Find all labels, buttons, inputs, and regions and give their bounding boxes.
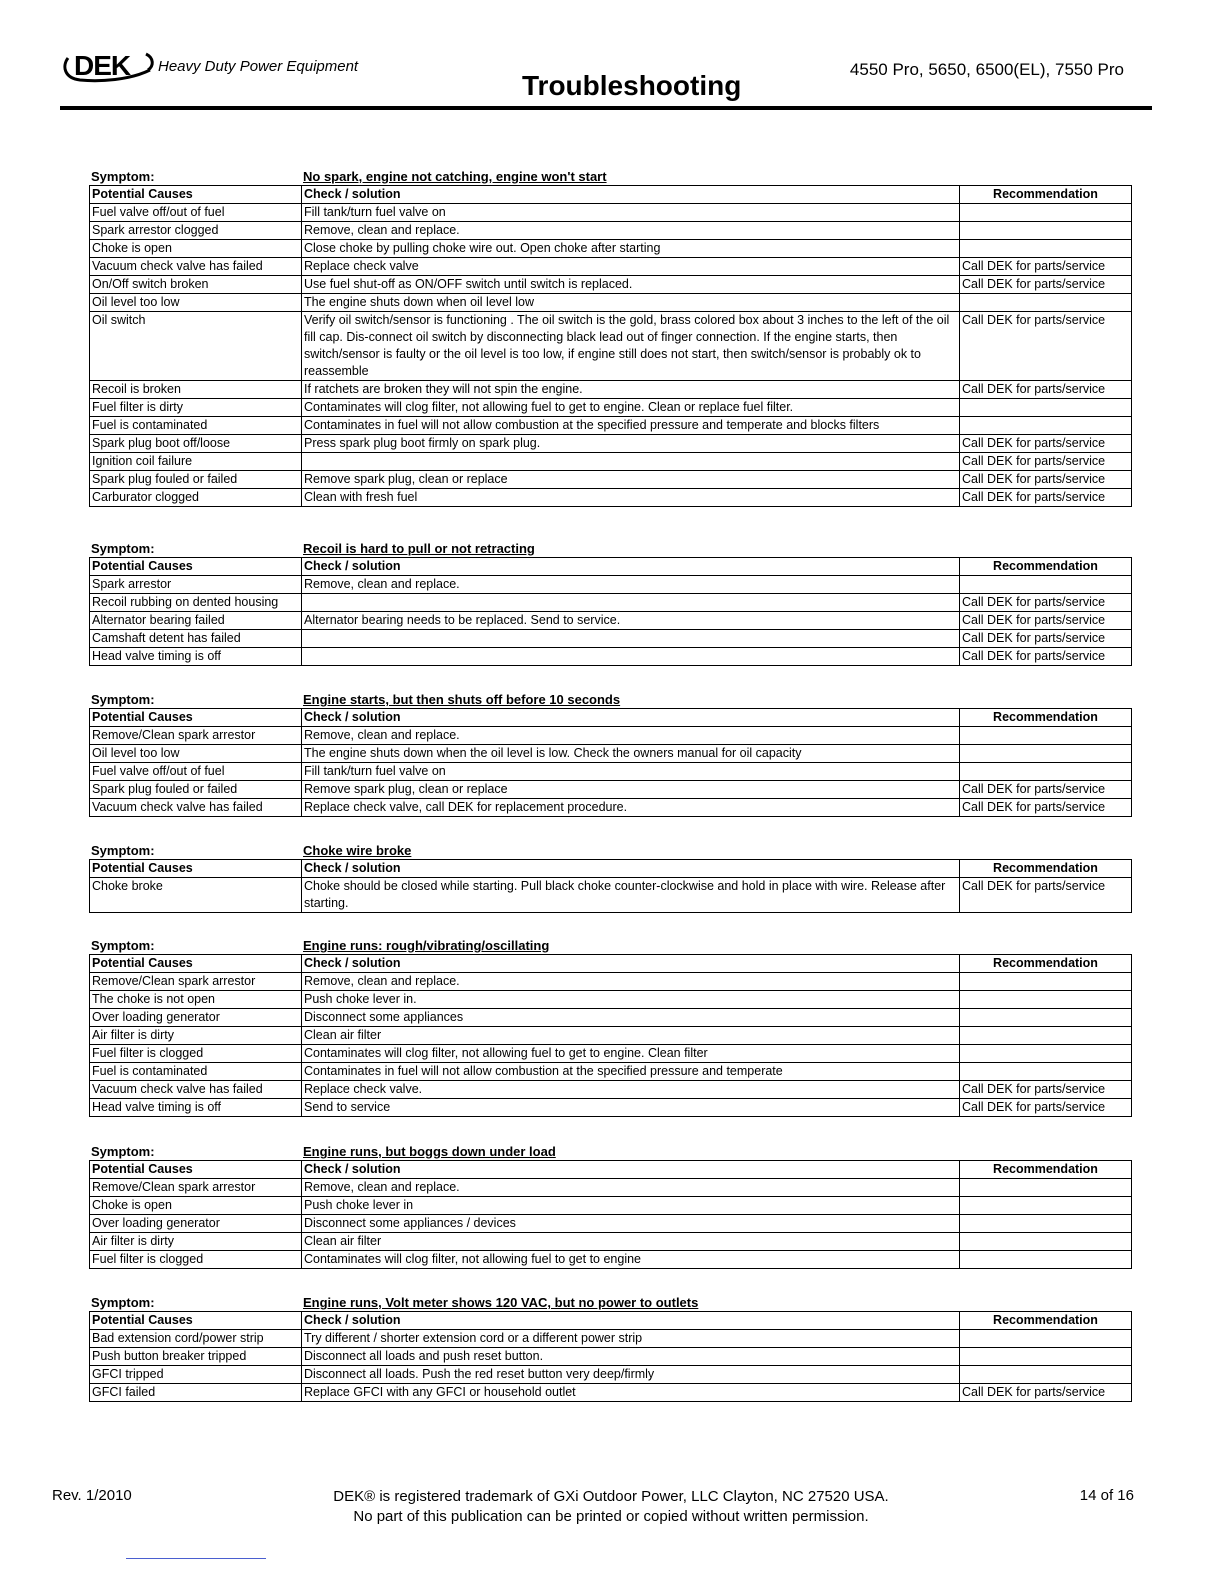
page-number: 14 of 16 — [1079, 1487, 1134, 1504]
recommendation-cell — [960, 222, 1132, 240]
table-header-row — [90, 1161, 1132, 1179]
recommendation-cell: Call DEK for parts/service — [960, 276, 1132, 294]
link-underline — [126, 1558, 266, 1559]
table-row — [90, 1081, 1132, 1099]
symptom-label: Symptom: — [91, 169, 155, 184]
table-row — [90, 312, 1132, 381]
cause-cell: Fuel filter is clogged — [90, 1045, 302, 1063]
revision-label: Rev. 1/2010 — [52, 1487, 132, 1504]
solution-cell: The engine shuts down when oil level low — [302, 294, 960, 312]
table-row — [90, 435, 1132, 453]
symptom-section — [89, 691, 1131, 817]
table-row — [90, 240, 1132, 258]
table-row — [90, 381, 1132, 399]
page-header — [60, 48, 1152, 112]
table-row — [90, 276, 1132, 294]
recommendation-cell — [960, 763, 1132, 781]
tagline: Heavy Duty Power Equipment — [158, 58, 359, 75]
causes-header: Potential Causes — [90, 709, 302, 727]
table-row — [90, 1348, 1132, 1366]
causes-header: Potential Causes — [90, 558, 302, 576]
table-row — [90, 222, 1132, 240]
symptom-section — [89, 1294, 1131, 1402]
recommendation-cell — [960, 294, 1132, 312]
recommendation-cell — [960, 1366, 1132, 1384]
solution-cell: Disconnect all loads and push reset button. — [302, 1348, 960, 1366]
symptom-row — [89, 842, 1131, 859]
recommendation-cell — [960, 1348, 1132, 1366]
solution-cell: Send to service — [302, 1099, 960, 1117]
table-row — [90, 489, 1132, 507]
table-row — [90, 399, 1132, 417]
symptom-section — [89, 937, 1131, 1117]
solution-cell: The engine shuts down when the oil level is low. Check the owners manual for oil capacity — [302, 745, 960, 763]
table-row — [90, 1366, 1132, 1384]
solution-cell: Replace check valve. — [302, 1081, 960, 1099]
table-row — [90, 1384, 1132, 1402]
solution-cell: Remove, clean and replace. — [302, 1179, 960, 1197]
recommendation-cell — [960, 576, 1132, 594]
cause-cell: Spark plug fouled or failed — [90, 471, 302, 489]
solution-cell: Verify oil switch/sensor is functioning . The oil switch is the gold, brass colored box about 3 inches to the left of the oil fill cap. Dis-connect oil switch by disconnecting black lead out of finger connection. If the engine starts, then switch/sensor is faulty or the oil level is too low, if engine still does not start, then switch/sensor is probably ok to reassemble — [302, 312, 960, 381]
solution-cell — [302, 594, 960, 612]
solution-cell: Fill tank/turn fuel valve on — [302, 763, 960, 781]
cause-cell: Carburator clogged — [90, 489, 302, 507]
table-header-row — [90, 558, 1132, 576]
symptom-text: Engine runs, but boggs down under load — [303, 1144, 556, 1159]
solution-cell: Fill tank/turn fuel valve on — [302, 204, 960, 222]
table-header-row — [90, 709, 1132, 727]
recommendation-cell — [960, 727, 1132, 745]
symptom-text: Recoil is hard to pull or not retracting — [303, 541, 535, 556]
table-header-row — [90, 955, 1132, 973]
recommendation-cell — [960, 1009, 1132, 1027]
solution-cell: Remove spark plug, clean or replace — [302, 471, 960, 489]
table-row — [90, 799, 1132, 817]
solution-cell: Clean with fresh fuel — [302, 489, 960, 507]
cause-cell: Over loading generator — [90, 1215, 302, 1233]
troubleshooting-table — [89, 708, 1132, 817]
troubleshooting-table — [89, 185, 1132, 507]
solution-cell: Replace GFCI with any GFCI or household outlet — [302, 1384, 960, 1402]
cause-cell: Remove/Clean spark arrestor — [90, 727, 302, 745]
symptom-text: No spark, engine not catching, engine won't start — [303, 169, 607, 184]
cause-cell: Head valve timing is off — [90, 648, 302, 666]
solution-cell — [302, 648, 960, 666]
recommendation-cell: Call DEK for parts/service — [960, 1384, 1132, 1402]
cause-cell: Remove/Clean spark arrestor — [90, 1179, 302, 1197]
recommendation-cell — [960, 991, 1132, 1009]
solution-cell: Disconnect some appliances / devices — [302, 1215, 960, 1233]
recommendation-cell — [960, 1251, 1132, 1269]
cause-cell: Spark arrestor clogged — [90, 222, 302, 240]
table-row — [90, 1179, 1132, 1197]
symptom-text: Choke wire broke — [303, 843, 412, 858]
solution-cell: Push choke lever in. — [302, 991, 960, 1009]
solution-cell: Disconnect some appliances — [302, 1009, 960, 1027]
solution-cell: Contaminates will clog filter, not allowing fuel to get to engine. Clean filter — [302, 1045, 960, 1063]
table-row — [90, 1009, 1132, 1027]
solution-cell: If ratchets are broken they will not spin the engine. — [302, 381, 960, 399]
recommendation-cell — [960, 1027, 1132, 1045]
table-row — [90, 781, 1132, 799]
solution-cell: Disconnect all loads. Push the red reset button very deep/firmly — [302, 1366, 960, 1384]
symptom-text: Engine runs, Volt meter shows 120 VAC, but no power to outlets — [303, 1295, 699, 1310]
symptom-label: Symptom: — [91, 541, 155, 556]
cause-cell: Fuel is contaminated — [90, 1063, 302, 1081]
symptom-section — [89, 842, 1131, 913]
cause-cell: Alternator bearing failed — [90, 612, 302, 630]
solution-cell: Replace check valve, call DEK for replacement procedure. — [302, 799, 960, 817]
solution-header: Check / solution — [302, 860, 960, 878]
table-row — [90, 630, 1132, 648]
solution-header: Check / solution — [302, 186, 960, 204]
page-title: Troubleshooting — [522, 70, 742, 101]
solution-cell: Press spark plug boot firmly on spark plug. — [302, 435, 960, 453]
recommendation-header: Recommendation — [960, 955, 1132, 973]
solution-header: Check / solution — [302, 955, 960, 973]
symptom-row — [89, 937, 1131, 954]
symptom-row — [89, 1294, 1131, 1311]
table-row — [90, 294, 1132, 312]
recommendation-cell — [960, 1215, 1132, 1233]
recommendation-cell: Call DEK for parts/service — [960, 648, 1132, 666]
solution-cell: Close choke by pulling choke wire out. Open choke after starting — [302, 240, 960, 258]
solution-cell — [302, 453, 960, 471]
symptom-label: Symptom: — [91, 1144, 155, 1159]
table-row — [90, 1233, 1132, 1251]
solution-cell: Clean air filter — [302, 1233, 960, 1251]
recommendation-cell — [960, 1063, 1132, 1081]
trademark-line-2: No part of this publication can be printed or copied without written permission. — [353, 1508, 869, 1525]
dek-logo — [60, 48, 156, 88]
table-row — [90, 1251, 1132, 1269]
cause-cell: Fuel valve off/out of fuel — [90, 204, 302, 222]
recommendation-header: Recommendation — [960, 860, 1132, 878]
table-header-row — [90, 860, 1132, 878]
symptom-section — [89, 540, 1131, 666]
symptom-label: Symptom: — [91, 692, 155, 707]
cause-cell: Spark plug boot off/loose — [90, 435, 302, 453]
recommendation-cell — [960, 745, 1132, 763]
table-row — [90, 471, 1132, 489]
cause-cell: Air filter is dirty — [90, 1233, 302, 1251]
recommendation-cell — [960, 1045, 1132, 1063]
causes-header: Potential Causes — [90, 1161, 302, 1179]
table-row — [90, 1197, 1132, 1215]
table-row — [90, 1045, 1132, 1063]
recommendation-cell: Call DEK for parts/service — [960, 878, 1132, 913]
troubleshooting-table — [89, 1311, 1132, 1402]
table-row — [90, 1215, 1132, 1233]
cause-cell: Spark plug fouled or failed — [90, 781, 302, 799]
symptom-section — [89, 168, 1131, 507]
solution-cell: Contaminates in fuel will not allow combustion at the specified pressure and temperate and blocks filters — [302, 417, 960, 435]
recommendation-cell — [960, 973, 1132, 991]
solution-cell: Contaminates will clog filter, not allowing fuel to get to engine. Clean or replace fuel filter. — [302, 399, 960, 417]
cause-cell: Air filter is dirty — [90, 1027, 302, 1045]
model-list: 4550 Pro, 5650, 6500(EL), 7550 Pro — [849, 60, 1124, 79]
recommendation-header: Recommendation — [960, 1312, 1132, 1330]
solution-cell — [302, 630, 960, 648]
header-divider — [60, 106, 1152, 110]
table-row — [90, 763, 1132, 781]
solution-cell: Choke should be closed while starting. Pull black choke counter-clockwise and hold in place with wire. Release after starting. — [302, 878, 960, 913]
recommendation-cell: Call DEK for parts/service — [960, 471, 1132, 489]
recommendation-cell: Call DEK for parts/service — [960, 258, 1132, 276]
recommendation-cell: Call DEK for parts/service — [960, 1099, 1132, 1117]
symptom-row — [89, 691, 1131, 708]
cause-cell: On/Off switch broken — [90, 276, 302, 294]
table-row — [90, 1330, 1132, 1348]
cause-cell: Vacuum check valve has failed — [90, 799, 302, 817]
symptom-text: Engine starts, but then shuts off before 10 seconds — [303, 692, 621, 707]
cause-cell: Vacuum check valve has failed — [90, 1081, 302, 1099]
troubleshooting-table — [89, 557, 1132, 666]
solution-cell: Remove spark plug, clean or replace — [302, 781, 960, 799]
cause-cell: Remove/Clean spark arrestor — [90, 973, 302, 991]
recommendation-header: Recommendation — [960, 186, 1132, 204]
symptom-text: Engine runs: rough/vibrating/oscillating — [303, 938, 550, 953]
symptom-section — [89, 1143, 1131, 1269]
cause-cell: Oil level too low — [90, 745, 302, 763]
recommendation-cell: Call DEK for parts/service — [960, 612, 1132, 630]
recommendation-cell — [960, 1330, 1132, 1348]
solution-cell: Alternator bearing needs to be replaced. Send to service. — [302, 612, 960, 630]
solution-header: Check / solution — [302, 1312, 960, 1330]
recommendation-cell: Call DEK for parts/service — [960, 630, 1132, 648]
solution-cell: Clean air filter — [302, 1027, 960, 1045]
cause-cell: Fuel valve off/out of fuel — [90, 763, 302, 781]
solution-header: Check / solution — [302, 709, 960, 727]
troubleshooting-table — [89, 1160, 1132, 1269]
table-row — [90, 594, 1132, 612]
recommendation-cell — [960, 204, 1132, 222]
cause-cell: Ignition coil failure — [90, 453, 302, 471]
cause-cell: GFCI tripped — [90, 1366, 302, 1384]
recommendation-header: Recommendation — [960, 558, 1132, 576]
recommendation-cell — [960, 417, 1132, 435]
solution-header: Check / solution — [302, 558, 960, 576]
cause-cell: Over loading generator — [90, 1009, 302, 1027]
recommendation-cell: Call DEK for parts/service — [960, 381, 1132, 399]
recommendation-cell — [960, 1233, 1132, 1251]
table-row — [90, 745, 1132, 763]
recommendation-cell — [960, 240, 1132, 258]
cause-cell: Choke is open — [90, 240, 302, 258]
solution-cell: Remove, clean and replace. — [302, 222, 960, 240]
table-header-row — [90, 186, 1132, 204]
recommendation-cell: Call DEK for parts/service — [960, 1081, 1132, 1099]
symptom-label: Symptom: — [91, 1295, 155, 1310]
cause-cell: Fuel filter is dirty — [90, 399, 302, 417]
recommendation-cell: Call DEK for parts/service — [960, 489, 1132, 507]
trademark-line-1: DEK® is registered trademark of GXi Outdoor Power, LLC Clayton, NC 27520 USA. — [333, 1488, 889, 1505]
cause-cell: Vacuum check valve has failed — [90, 258, 302, 276]
cause-cell: Fuel filter is clogged — [90, 1251, 302, 1269]
solution-header: Check / solution — [302, 1161, 960, 1179]
cause-cell: GFCI failed — [90, 1384, 302, 1402]
symptom-label: Symptom: — [91, 938, 155, 953]
logo-text: DEK — [74, 50, 131, 81]
recommendation-cell — [960, 1179, 1132, 1197]
table-header-row — [90, 1312, 1132, 1330]
table-row — [90, 1027, 1132, 1045]
solution-cell: Remove, clean and replace. — [302, 727, 960, 745]
cause-cell: Head valve timing is off — [90, 1099, 302, 1117]
table-row — [90, 991, 1132, 1009]
recommendation-header: Recommendation — [960, 709, 1132, 727]
symptom-row — [89, 540, 1131, 557]
recommendation-cell: Call DEK for parts/service — [960, 594, 1132, 612]
recommendation-cell — [960, 399, 1132, 417]
table-row — [90, 417, 1132, 435]
cause-cell: Camshaft detent has failed — [90, 630, 302, 648]
table-row — [90, 973, 1132, 991]
table-row — [90, 878, 1132, 913]
cause-cell: Recoil rubbing on dented housing — [90, 594, 302, 612]
solution-cell: Remove, clean and replace. — [302, 576, 960, 594]
cause-cell: Bad extension cord/power strip — [90, 1330, 302, 1348]
solution-cell: Replace check valve — [302, 258, 960, 276]
symptom-row — [89, 1143, 1131, 1160]
table-row — [90, 648, 1132, 666]
causes-header: Potential Causes — [90, 1312, 302, 1330]
recommendation-cell — [960, 1197, 1132, 1215]
troubleshooting-table — [89, 859, 1132, 913]
solution-cell: Try different / shorter extension cord or a different power strip — [302, 1330, 960, 1348]
cause-cell: Recoil is broken — [90, 381, 302, 399]
troubleshooting-table — [89, 954, 1132, 1117]
table-row — [90, 1099, 1132, 1117]
table-row — [90, 612, 1132, 630]
solution-cell: Push choke lever in — [302, 1197, 960, 1215]
cause-cell: The choke is not open — [90, 991, 302, 1009]
table-row — [90, 727, 1132, 745]
cause-cell: Spark arrestor — [90, 576, 302, 594]
cause-cell: Choke broke — [90, 878, 302, 913]
solution-cell: Use fuel shut-off as ON/OFF switch until switch is replaced. — [302, 276, 960, 294]
causes-header: Potential Causes — [90, 860, 302, 878]
cause-cell: Oil switch — [90, 312, 302, 381]
recommendation-cell: Call DEK for parts/service — [960, 435, 1132, 453]
recommendation-cell: Call DEK for parts/service — [960, 453, 1132, 471]
symptom-label: Symptom: — [91, 843, 155, 858]
recommendation-cell: Call DEK for parts/service — [960, 781, 1132, 799]
solution-cell: Contaminates in fuel will not allow combustion at the specified pressure and temperate — [302, 1063, 960, 1081]
table-row — [90, 1063, 1132, 1081]
trademark-notice — [306, 1487, 916, 1527]
table-row — [90, 204, 1132, 222]
cause-cell: Choke is open — [90, 1197, 302, 1215]
cause-cell: Oil level too low — [90, 294, 302, 312]
causes-header: Potential Causes — [90, 186, 302, 204]
solution-cell: Remove, clean and replace. — [302, 973, 960, 991]
table-row — [90, 576, 1132, 594]
symptom-row — [89, 168, 1131, 185]
recommendation-header: Recommendation — [960, 1161, 1132, 1179]
table-row — [90, 258, 1132, 276]
recommendation-cell: Call DEK for parts/service — [960, 312, 1132, 381]
table-row — [90, 453, 1132, 471]
recommendation-cell: Call DEK for parts/service — [960, 799, 1132, 817]
cause-cell: Fuel is contaminated — [90, 417, 302, 435]
solution-cell: Contaminates will clog filter, not allowing fuel to get to engine — [302, 1251, 960, 1269]
cause-cell: Push button breaker tripped — [90, 1348, 302, 1366]
causes-header: Potential Causes — [90, 955, 302, 973]
